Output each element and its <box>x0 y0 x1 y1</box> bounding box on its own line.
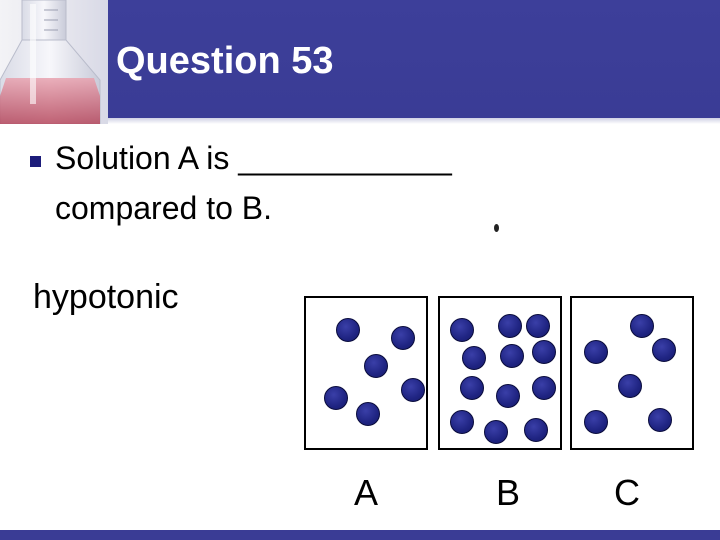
solution-box-c <box>570 296 694 450</box>
solute-particle <box>462 346 486 370</box>
answer-text: hypotonic <box>33 278 179 316</box>
solute-particle <box>496 384 520 408</box>
box-label-b: B <box>495 472 520 513</box>
flask-icon <box>0 0 108 124</box>
solute-particle <box>630 314 654 338</box>
solute-particle <box>364 354 388 378</box>
solute-particle <box>584 410 608 434</box>
solute-particle <box>498 314 522 338</box>
solute-particle <box>532 376 556 400</box>
solute-particle <box>524 418 548 442</box>
stray-dot-mark <box>494 224 499 232</box>
slide-title: Question 53 <box>116 40 334 82</box>
solute-particle <box>652 338 676 362</box>
solute-particle <box>450 318 474 342</box>
box-label-c: C <box>614 472 640 513</box>
solution-box-b <box>438 296 562 450</box>
header-shadow <box>0 118 720 124</box>
solution-box-a <box>304 296 428 450</box>
solute-particle <box>450 410 474 434</box>
solute-particle <box>500 344 524 368</box>
question-line-2: compared to B. <box>55 190 272 226</box>
solute-particle <box>391 326 415 350</box>
solute-particle <box>324 386 348 410</box>
footer-bar <box>0 530 720 540</box>
solute-particle <box>618 374 642 398</box>
solute-particle <box>584 340 608 364</box>
solute-particle <box>460 376 484 400</box>
box-label-a: A <box>353 472 378 513</box>
slide-header <box>0 0 720 118</box>
solute-particle <box>336 318 360 342</box>
solute-particle <box>401 378 425 402</box>
solute-particle <box>526 314 550 338</box>
solute-particle <box>648 408 672 432</box>
bullet-icon <box>30 156 41 167</box>
solute-particle <box>532 340 556 364</box>
solute-particle <box>356 402 380 426</box>
question-line-1: Solution A is ____________ <box>55 140 452 176</box>
solute-particle <box>484 420 508 444</box>
